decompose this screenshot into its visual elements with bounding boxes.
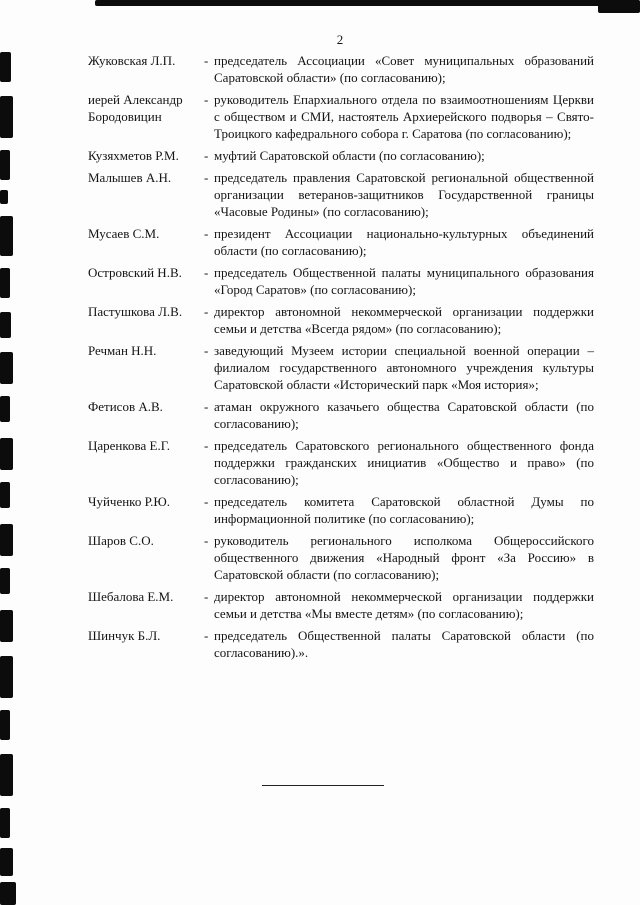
person-role: председатель Общественной палаты Саратовской области (по согласованию).». xyxy=(214,628,594,660)
scan-artifact xyxy=(0,808,10,838)
dash-separator: - xyxy=(204,304,209,319)
list-item xyxy=(88,437,594,488)
person-role: заведующий Музеем истории специальной военной операции – филиалом государственного автономного учреждения культуры Саратовской области «Исторический парк «Моя история»; xyxy=(214,343,594,392)
person-name: Малышев А.Н. xyxy=(88,170,172,185)
scan-artifact xyxy=(0,438,13,470)
list-item xyxy=(88,52,594,86)
person-name: Шебалова Е.М. xyxy=(88,589,174,604)
dash-separator: - xyxy=(204,399,209,414)
scan-artifact xyxy=(0,848,13,876)
person-name: Царенкова Е.Г. xyxy=(88,438,171,453)
dash-separator: - xyxy=(204,589,209,604)
scan-artifact xyxy=(0,150,10,180)
person-name: Жуковская Л.П. xyxy=(88,53,176,68)
scan-artifact xyxy=(0,710,10,740)
person-name: Кузяхметов Р.М. xyxy=(88,148,179,163)
list-item xyxy=(88,398,594,432)
list-item xyxy=(88,303,594,337)
list-item xyxy=(88,532,594,583)
person-role: муфтий Саратовской области (по согласованию); xyxy=(214,148,485,163)
dash-separator: - xyxy=(204,170,209,185)
person-name: Чуйченко Р.Ю. xyxy=(88,494,171,509)
scan-artifact xyxy=(0,312,11,338)
scan-artifact xyxy=(0,524,13,556)
scan-artifact xyxy=(0,96,13,138)
scan-artifact xyxy=(0,656,13,698)
person-name: Шаров С.О. xyxy=(88,533,154,548)
dash-separator: - xyxy=(204,438,209,453)
scan-artifact xyxy=(0,216,13,256)
person-role: руководитель регионального исполкома Общероссийского общественного движения «Народный фронт «За Россию» в Саратовской области (по согласованию); xyxy=(214,533,594,582)
person-role: председатель Общественной палаты муниципального образования «Город Саратов» (по согласованию); xyxy=(214,265,594,297)
list-item xyxy=(88,225,594,259)
scan-artifact xyxy=(0,52,11,82)
dash-separator: - xyxy=(204,533,209,548)
scan-artifact xyxy=(0,482,10,508)
scan-artifact xyxy=(0,754,13,796)
scan-artifact xyxy=(0,882,16,905)
list-item xyxy=(88,588,594,622)
page-number: 2 xyxy=(336,32,344,47)
list-item xyxy=(88,147,594,164)
dash-separator: - xyxy=(204,148,209,163)
signature-rule xyxy=(262,785,384,786)
person-name: Фетисов А.В. xyxy=(88,399,163,414)
person-role: председатель Ассоциации «Совет муниципальных образований Саратовской области» (по согласованию); xyxy=(214,53,594,85)
dash-separator: - xyxy=(204,226,209,241)
dash-separator: - xyxy=(204,265,209,280)
person-name: иерей Александр Бородовицин xyxy=(88,92,183,124)
list-item xyxy=(88,627,594,661)
person-role: председатель правления Саратовской региональной общественной организации ветеранов-защитников Государственной границы «Часовые Родины» (по согласованию); xyxy=(214,170,594,219)
list-item xyxy=(88,493,594,527)
list-item xyxy=(88,91,594,142)
person-role: президент Ассоциации национально-культурных объединений области (по согласованию); xyxy=(214,226,594,258)
person-name: Островский Н.В. xyxy=(88,265,182,280)
person-role: директор автономной некоммерческой организации поддержки семьи и детства «Мы вместе детям» (по согласованию); xyxy=(214,589,594,621)
scan-artifact xyxy=(0,190,8,204)
person-role: атаман окружного казачьего общества Саратовской области (по согласованию); xyxy=(214,399,594,431)
scan-artifact xyxy=(0,568,10,594)
person-name: Пастушкова Л.В. xyxy=(88,304,183,319)
person-role: директор автономной некоммерческой организации поддержки семьи и детства «Всегда рядом» (по согласованию); xyxy=(214,304,594,336)
scan-artifact xyxy=(0,268,10,298)
scan-artifact xyxy=(0,352,13,384)
dash-separator: - xyxy=(204,53,209,68)
person-name: Мусаев С.М. xyxy=(88,226,160,241)
scan-artifact xyxy=(95,0,640,6)
dash-separator: - xyxy=(204,92,209,107)
scan-artifact xyxy=(0,396,10,422)
appointments-list xyxy=(88,52,594,666)
person-role: руководитель Епархиального отдела по взаимоотношениям Церкви с обществом и СМИ, настоятель Архиерейского подворья – Свято-Троицкого кафедрального собора г. Саратова (по согласованию); xyxy=(214,92,594,141)
list-item xyxy=(88,169,594,220)
scan-artifact xyxy=(0,610,13,642)
dash-separator: - xyxy=(204,343,209,358)
list-item xyxy=(88,342,594,393)
person-name: Речман Н.Н. xyxy=(88,343,157,358)
dash-separator: - xyxy=(204,628,209,643)
person-name: Шинчук Б.Л. xyxy=(88,628,161,643)
list-item xyxy=(88,264,594,298)
person-role: председатель комитета Саратовской областной Думы по информационной политике (по согласованию); xyxy=(214,494,594,526)
scan-artifact xyxy=(598,0,640,13)
dash-separator: - xyxy=(204,494,209,509)
person-role: председатель Саратовского регионального общественного фонда поддержки гражданских инициатив «Общество и право» (по согласованию); xyxy=(214,438,594,487)
